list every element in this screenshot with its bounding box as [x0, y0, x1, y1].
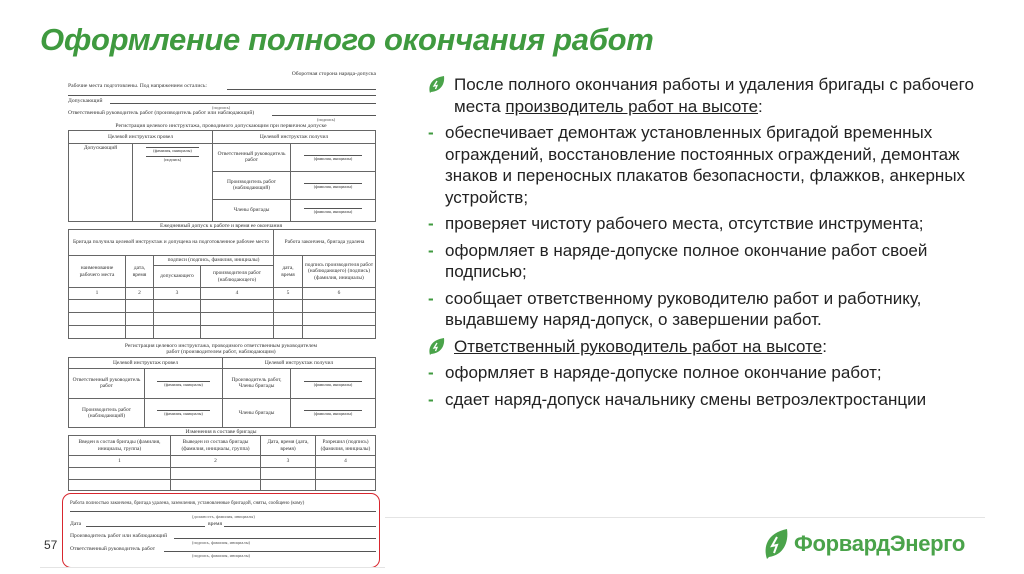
cell: Бригада получила целевой инструктаж и допущена на подготовленное рабочее место	[69, 230, 274, 256]
cell: Дата, время (дата, время)	[261, 436, 316, 456]
cell: 4	[201, 288, 274, 300]
dash-bullet-icon: -	[428, 389, 434, 409]
cell: (фамилия, инициалы)	[304, 208, 361, 215]
form-table2-caption: Ежедневный допуск к работе и время ее окончания	[159, 223, 283, 229]
work-permit-form-image	[62, 65, 380, 535]
form-table1-caption: Регистрация целевого инструктажа, проводимого допускающим при первичном допуске	[115, 123, 327, 129]
cell: Целевой инструктаж получил	[213, 131, 376, 144]
dash-bullet-icon: -	[428, 123, 434, 142]
form-producer-label: Производитель работ или наблюдающий	[70, 533, 168, 539]
cell: (фамилия, инициалы)	[304, 155, 361, 162]
cell: Работа закончена, бригада удалена	[274, 230, 376, 256]
cell: наименование рабочего места	[69, 256, 126, 288]
bullet-text: :	[758, 96, 763, 116]
bullet-underlined-text: Ответственный руководитель работ на высоте	[454, 336, 823, 356]
leaf-logo-icon	[763, 527, 789, 561]
bullet-item	[428, 213, 1008, 235]
cell: (фамилия, инициалы)	[304, 410, 361, 417]
cell: Производитель работ (наблюдающий)	[69, 398, 145, 428]
cell: (фамилия, инициалы)	[304, 183, 361, 190]
form-sub: (подпись, фамилия, инициалы)	[192, 553, 250, 558]
leaf-bullet-icon	[428, 75, 445, 94]
form-table4	[68, 435, 376, 491]
bullet-item	[428, 336, 1008, 358]
bullet-item	[428, 362, 1008, 384]
cell: 5	[274, 288, 303, 300]
cell: Целевой инструктаж провел	[69, 358, 223, 369]
cell: Члены бригады	[213, 199, 291, 221]
cell: 4	[316, 456, 376, 468]
cell: 3	[154, 288, 201, 300]
bullet-item	[428, 74, 1008, 117]
cell: Разрешил (подпись) (фамилия, инициалы)	[316, 436, 376, 456]
bullet-item	[428, 240, 1008, 283]
cell: Ответственный руководитель работ	[213, 144, 291, 172]
bullet-underlined-text: производитель работ на высоте	[505, 96, 759, 116]
cell: Введен в состав бригады (фамилия, инициалы, группа)	[69, 436, 171, 456]
slide-title: Оформление полного окончания работ	[40, 22, 654, 57]
bullet-text: После полного окончания работы и удаления бригады с рабочего места	[454, 75, 974, 116]
dash-bullet-icon: -	[428, 214, 434, 233]
form-responsible-label: Ответственный руководитель работ	[70, 546, 156, 552]
form-end-text: Работа полностью закончена, бригада удалена, заземления, установленные бригадой, сняты, сообщено (кому)	[70, 501, 305, 506]
cell: (фамилия, инициалы)	[304, 381, 361, 388]
slide-number: 57	[44, 538, 58, 552]
cell: Целевой инструктаж провел	[69, 131, 213, 144]
form-line-admitter: Допускающий	[68, 98, 103, 104]
divider	[385, 517, 985, 518]
cell: дата, время	[274, 256, 303, 288]
bullet-text: сообщает ответственному руководителю работ и работнику, выдавшему наряд-допуск, о завершении работ.	[445, 288, 922, 329]
dash-bullet-icon: -	[428, 363, 434, 382]
form-date-label: Дата	[70, 521, 82, 527]
cell: Производитель работ, Члены бригады	[223, 369, 291, 399]
bullet-text: сдает наряд-допуск начальнику смены ветроэлектростанции	[445, 389, 927, 409]
bullet-item	[428, 288, 1008, 331]
highlight-frame	[62, 493, 380, 568]
bullet-item	[428, 122, 1008, 208]
cell: (фамилия, инициалы)	[146, 147, 200, 154]
cell: 2	[126, 288, 154, 300]
dash-bullet-icon: -	[428, 288, 434, 308]
cell: 2	[171, 456, 261, 468]
form-sub: (должность, фамилия, инициалы)	[192, 514, 255, 519]
form-table4-caption: Изменения в составе бригады	[185, 429, 257, 435]
cell: Производитель работ (наблюдающий)	[213, 171, 291, 199]
form-sub: (подпись)	[212, 105, 231, 110]
form-header: Оборотная сторона наряда-допуска	[291, 71, 376, 77]
form-line-workplaces: Рабочие места подготовлены. Под напряжением остались:	[68, 83, 207, 89]
cell: Целевой инструктаж получил	[223, 358, 376, 369]
cell: (фамилия, инициалы)	[157, 410, 210, 417]
cell: (фамилия, инициалы)	[157, 381, 210, 388]
form-sub: (подпись, фамилия, инициалы)	[192, 540, 250, 545]
form-sub: (подпись)	[317, 117, 336, 122]
leaf-bullet-icon	[428, 337, 445, 356]
form-time-label: время	[208, 521, 223, 527]
cell: 1	[69, 456, 171, 468]
cell: подписи (подпись, фамилия, инициалы)	[154, 256, 274, 266]
form-table3	[68, 357, 376, 428]
cell: производителя работ (наблюдающего)	[201, 266, 274, 288]
form-table2	[68, 229, 376, 339]
dash-bullet-icon: -	[428, 240, 434, 260]
cell: 3	[261, 456, 316, 468]
cell: Выведен из состава бригады (фамилия, инициалы, группа)	[171, 436, 261, 456]
logo-text: ФорвардЭнерго	[794, 531, 966, 556]
cell: подпись производителя работ (наблюдающего) (подпись) (фамилия, инициалы)	[303, 256, 376, 288]
form-line-responsible: Ответственный руководитель работ (производитель работ или наблюдающий)	[68, 110, 255, 116]
bullet-text: оформляет в наряде-допуске полное окончание работ;	[445, 363, 882, 382]
bullet-text: оформляет в наряде-допуске полное окончание работ своей подписью;	[445, 240, 928, 281]
cell: Допускающий	[69, 144, 133, 222]
divider	[40, 567, 385, 568]
form-table3-caption: Регистрация целевого инструктажа, проводимого ответственным руководителем работ (производителем работ, наблюдающим)	[124, 343, 318, 356]
cell: дата, время	[126, 256, 154, 288]
form-table1	[68, 130, 376, 222]
company-logo	[763, 527, 965, 561]
cell: Ответственный руководитель работ	[69, 369, 145, 399]
cell: допускающего	[154, 266, 201, 288]
bullet-text: проверяет чистоту рабочего места, отсутствие инструмента;	[445, 214, 924, 233]
bullet-list	[428, 74, 1008, 415]
cell: (подпись)	[146, 156, 200, 163]
bullet-text: :	[822, 336, 827, 356]
cell: 1	[69, 288, 126, 300]
cell: 6	[303, 288, 376, 300]
cell: Члены бригады	[223, 398, 291, 428]
bullet-item	[428, 389, 1008, 411]
bullet-text: обеспечивает демонтаж установленных бригадой временных ограждений, восстановление постоянных ограждений, демонтаж знаков и переносных плакатов безопасности, флажков, анкерных устройств;	[445, 123, 966, 207]
